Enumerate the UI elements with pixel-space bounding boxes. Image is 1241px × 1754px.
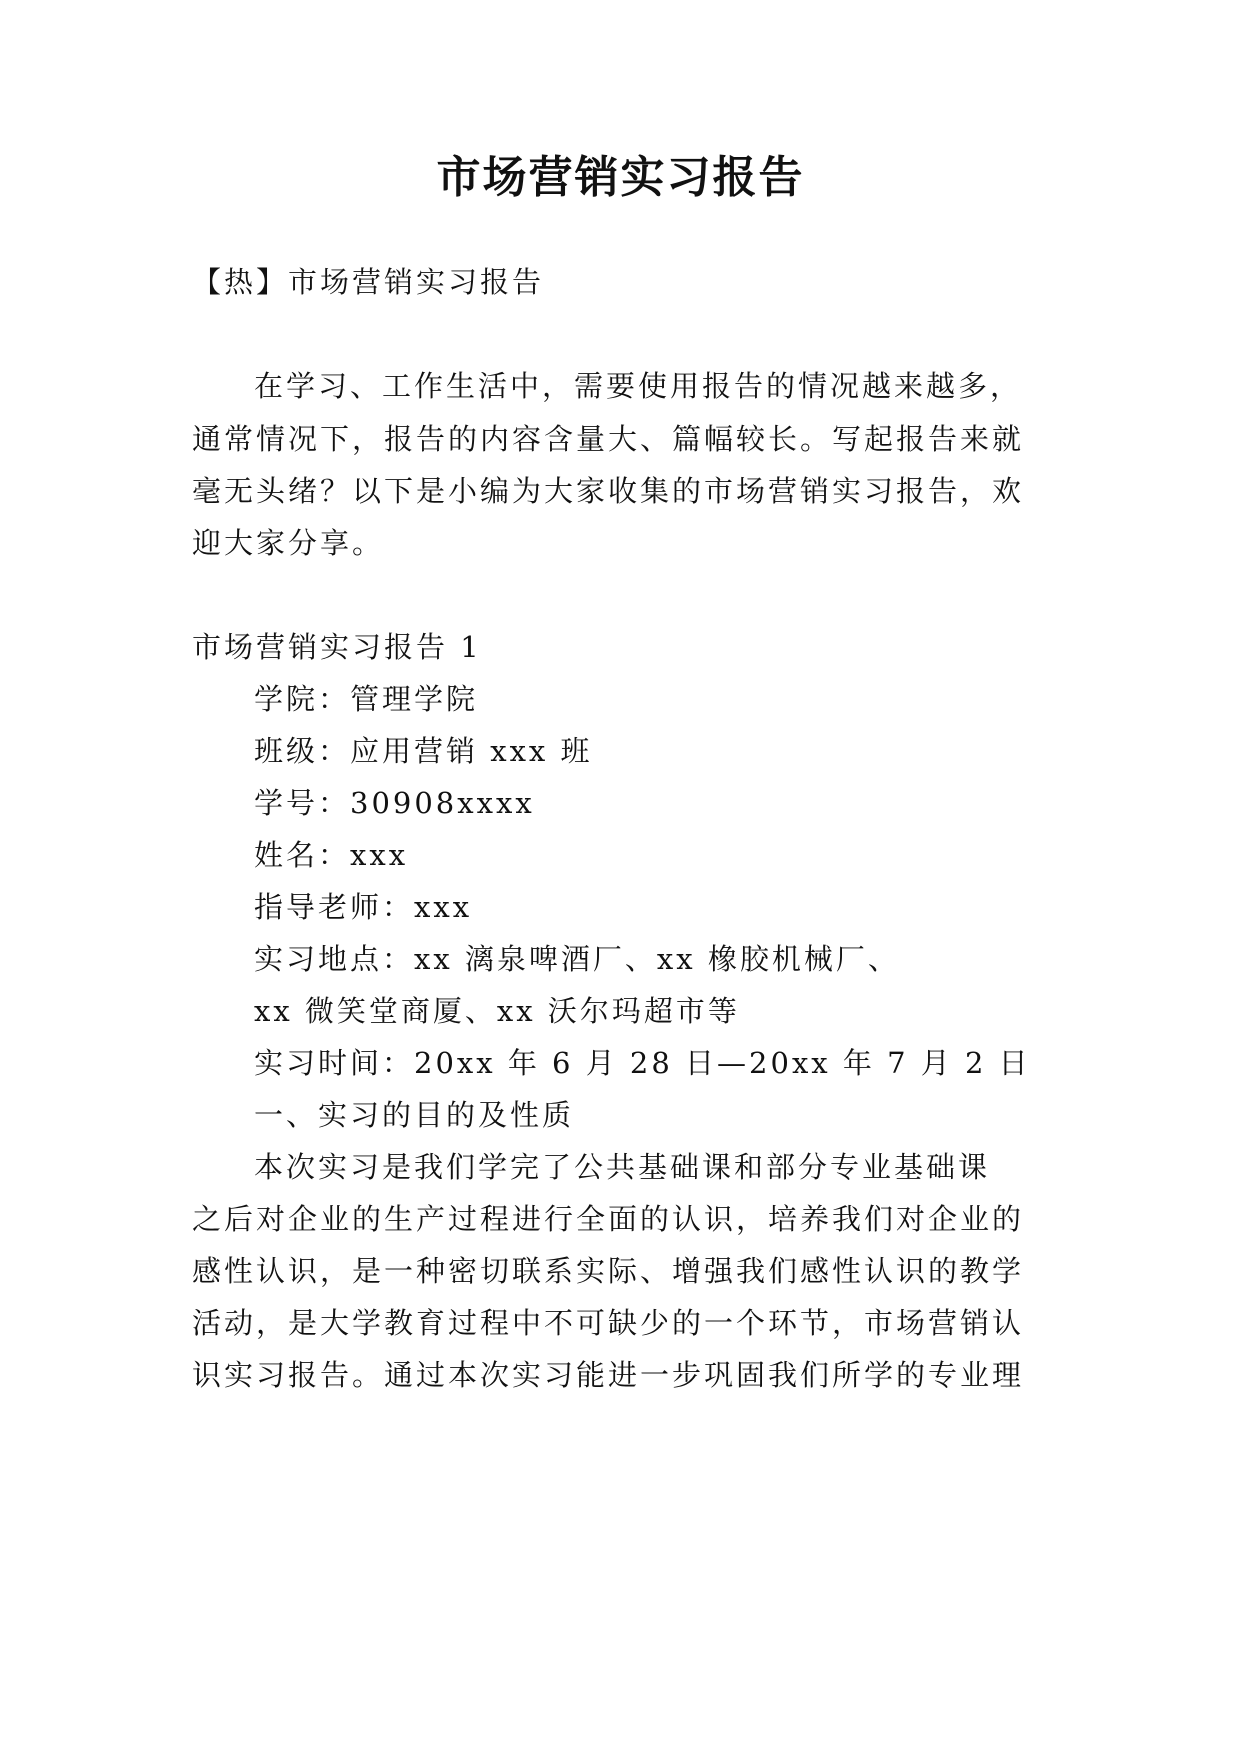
part-heading: 一、实习的目的及性质 bbox=[254, 1098, 575, 1132]
info-advisor: 指导老师：xxx bbox=[254, 890, 473, 924]
body-line: 之后对企业的生产过程进行全面的认识，培养我们对企业的 bbox=[192, 1202, 1025, 1236]
info-location: 实习地点：xx 漓泉啤酒厂、xx 橡胶机械厂、 bbox=[254, 942, 900, 976]
document-subtitle: 【热】市场营销实习报告 bbox=[192, 265, 545, 299]
body-line: 本次实习是我们学完了公共基础课和部分专业基础课 bbox=[254, 1150, 991, 1184]
intro-line: 毫无头绪？以下是小编为大家收集的市场营销实习报告，欢 bbox=[192, 474, 1025, 508]
document-title: 市场营销实习报告 bbox=[436, 152, 805, 203]
body-line: 识实习报告。通过本次实习能进一步巩固我们所学的专业理 bbox=[192, 1358, 1025, 1392]
body-line: 活动，是大学教育过程中不可缺少的一个环节，市场营销认 bbox=[192, 1306, 1025, 1340]
section-heading: 市场营销实习报告 1 bbox=[192, 630, 482, 664]
info-class: 班级：应用营销 xxx 班 bbox=[254, 734, 593, 768]
info-time: 实习时间：20xx 年 6 月 28 日—20xx 年 7 月 2 日 bbox=[254, 1046, 1031, 1080]
intro-line: 通常情况下，报告的内容含量大、篇幅较长。写起报告来就 bbox=[192, 422, 1025, 456]
info-college: 学院：管理学院 bbox=[254, 682, 479, 716]
intro-line: 在学习、工作生活中，需要使用报告的情况越来越多， bbox=[254, 369, 1023, 403]
info-student-id: 学号：30908xxxx bbox=[254, 786, 535, 820]
body-line: 感性认识，是一种密切联系实际、增强我们感性认识的教学 bbox=[192, 1254, 1025, 1288]
intro-line: 迎大家分享。 bbox=[192, 526, 385, 560]
info-name: 姓名：xxx bbox=[254, 838, 409, 872]
info-location-cont: xx 微笑堂商厦、xx 沃尔玛超市等 bbox=[254, 994, 740, 1028]
